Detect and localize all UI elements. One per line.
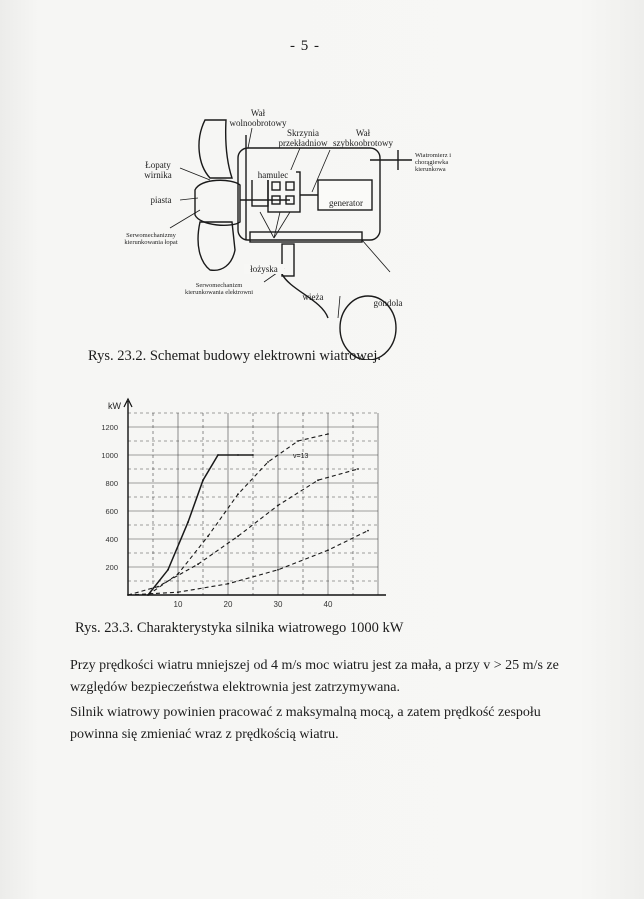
label-anemometer: Wiatromierz i chorągiewka kierunkowa <box>415 152 452 173</box>
x-tick-label: 30 <box>273 600 283 609</box>
series-point <box>177 591 179 593</box>
y-tick-label: 600 <box>105 507 118 516</box>
x-tick-label: 20 <box>223 600 233 609</box>
figure-23-2-caption: Rys. 23.2. Schemat budowy elektrowni wiatrowej. <box>88 348 381 364</box>
rotor-blade-lower <box>198 222 235 270</box>
series-point <box>252 454 254 456</box>
label-rotor-blades: Łopaty wirnika <box>144 160 172 180</box>
series-point <box>237 493 239 495</box>
wind-turbine-diagram <box>0 0 644 360</box>
series-line-4 <box>128 531 368 595</box>
figure-23-3-caption: Rys. 23.3. Charakterystyka silnika wiatrowego 1000 kW <box>75 620 404 636</box>
series-point <box>167 569 169 571</box>
series-point <box>147 594 149 596</box>
y-tick-label: 800 <box>105 479 118 488</box>
x-tick-label: 10 <box>173 600 183 609</box>
series-point <box>357 468 359 470</box>
label-brake: hamulec <box>250 170 296 180</box>
y-tick-label: 1200 <box>101 423 118 432</box>
label-bearings: łożyska <box>244 264 284 274</box>
rotor-blade-upper <box>199 120 232 178</box>
paragraph-2: Silnik wiatrowy powinien pracować z maksymalną mocą, a zatem prędkość zespołu powinna się zmieniać wraz z prędkością wiatru. <box>70 705 541 742</box>
label-generator: generator <box>329 198 363 208</box>
label-gearbox: Skrzynia przekładniow <box>278 128 328 148</box>
series-point <box>187 521 189 523</box>
series-point <box>237 535 239 537</box>
x-tick-label: 40 <box>323 600 333 609</box>
series-point <box>202 479 204 481</box>
series-point <box>277 569 279 571</box>
y-tick-label: 400 <box>105 535 118 544</box>
series-point <box>367 530 369 532</box>
page-number: - 5 - <box>290 38 320 54</box>
series-point <box>237 454 239 456</box>
label-tower: wieża <box>302 292 324 302</box>
label-gondola: gondola <box>373 298 403 308</box>
power-characteristic-chart <box>0 395 644 625</box>
series-point <box>317 479 319 481</box>
series-point <box>157 586 159 588</box>
y-tick-label: 1000 <box>101 451 118 460</box>
series-point <box>197 563 199 565</box>
label-high-speed-shaft: Wał szybkoobrotowy <box>333 128 393 148</box>
brake <box>252 176 268 206</box>
series-point <box>127 594 129 596</box>
label-blade-servos: Serwomechanizmy kierunkowania łopat <box>124 232 178 246</box>
series-point <box>217 454 219 456</box>
chart-annotation: v=13 <box>293 452 309 460</box>
y-axis-label: kW <box>108 401 121 411</box>
label-low-speed-shaft: Wał wolnoobrotowy <box>229 108 287 128</box>
series-point <box>327 549 329 551</box>
label-yaw-servo: Serwomechanizm kierunkowania elektrowni <box>184 282 254 296</box>
series-point <box>177 573 179 575</box>
series-point <box>267 461 269 463</box>
series-point <box>277 505 279 507</box>
y-tick-label: 200 <box>105 563 118 572</box>
series-point <box>227 583 229 585</box>
series-point <box>297 440 299 442</box>
paragraph-1: Przy prędkości wiatru mniejszej od 4 m/s moc wiatru jest za mała, a przy v > 25 m/s ze względów bezpieczeństwa elektrownia jest zatrzymywana. <box>70 658 559 695</box>
series-point <box>207 535 209 537</box>
series-point <box>327 433 329 435</box>
hub <box>195 180 240 225</box>
label-hub: piasta <box>150 195 172 205</box>
